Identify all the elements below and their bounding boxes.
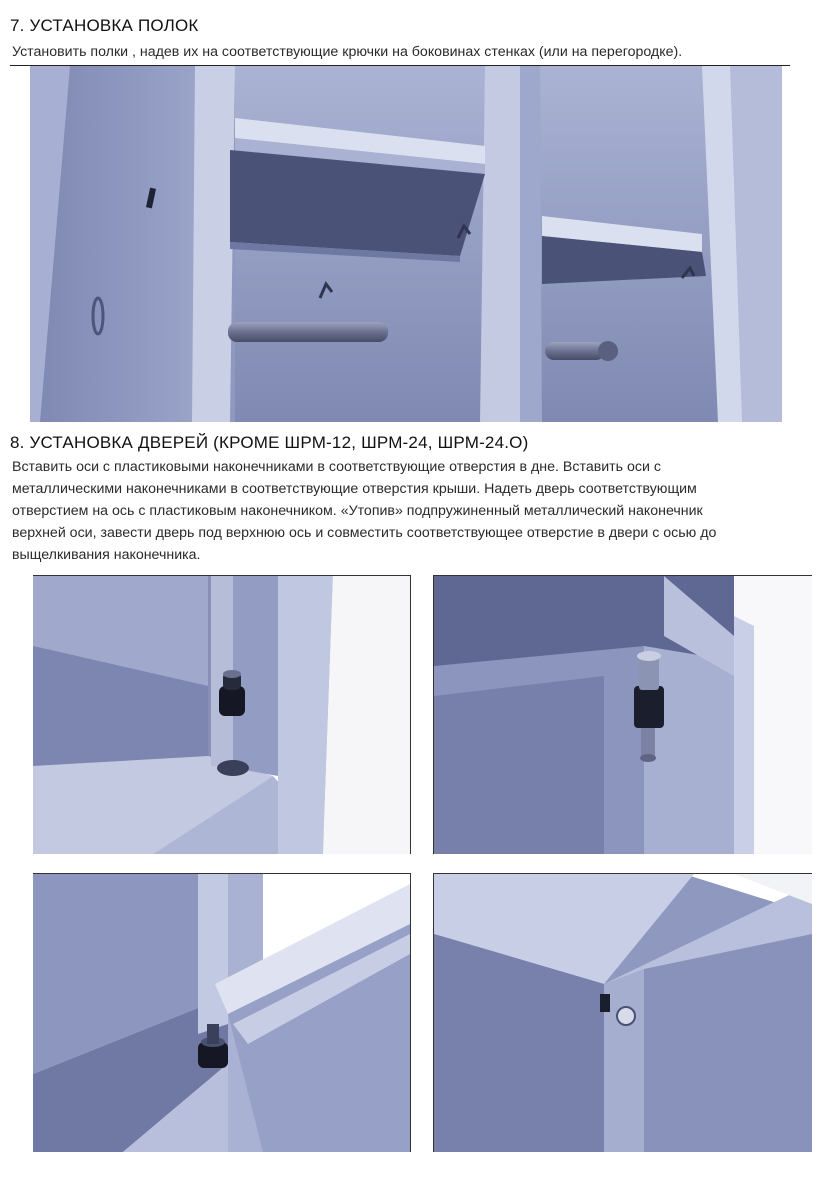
section8-text-line-3: отверстием на ось с пластиковым наконечником. «Утопив» подпружиненный металлический наконечник: [12, 503, 703, 519]
photo-bottom-pivot-plastic: [33, 575, 411, 854]
photo-door-bottom: [33, 873, 411, 1152]
section8-text-line-2: металлическими наконечниками в соответствующие отверстия крыши. Надеть дверь соответствующим: [12, 481, 697, 497]
section8-text-line-4: верхней оси, завести дверь под верхнюю ось и совместить соответствующее отверстие в двери с осью до: [12, 525, 717, 541]
section8-text-line-5: выщелкивания наконечника.: [12, 547, 201, 563]
section7-text: Установить полки , надев их на соответствующие крючки на боковинах стенках (или на перегородке).: [12, 44, 683, 60]
section8-heading: 8. УСТАНОВКА ДВЕРЕЙ (КРОМЕ ШРМ-12, ШРМ-24, ШРМ-24.О): [10, 433, 529, 452]
photo-top-pivot-metal: [433, 575, 812, 854]
shelves-illustration: [30, 66, 782, 422]
section8-text-line-1: Вставить оси с пластиковыми наконечниками в соответствующие отверстия в дне. Вставить оси с: [12, 459, 661, 475]
section7-heading: 7. УСТАНОВКА ПОЛОК: [10, 16, 199, 35]
photo-door-top: [433, 873, 812, 1152]
